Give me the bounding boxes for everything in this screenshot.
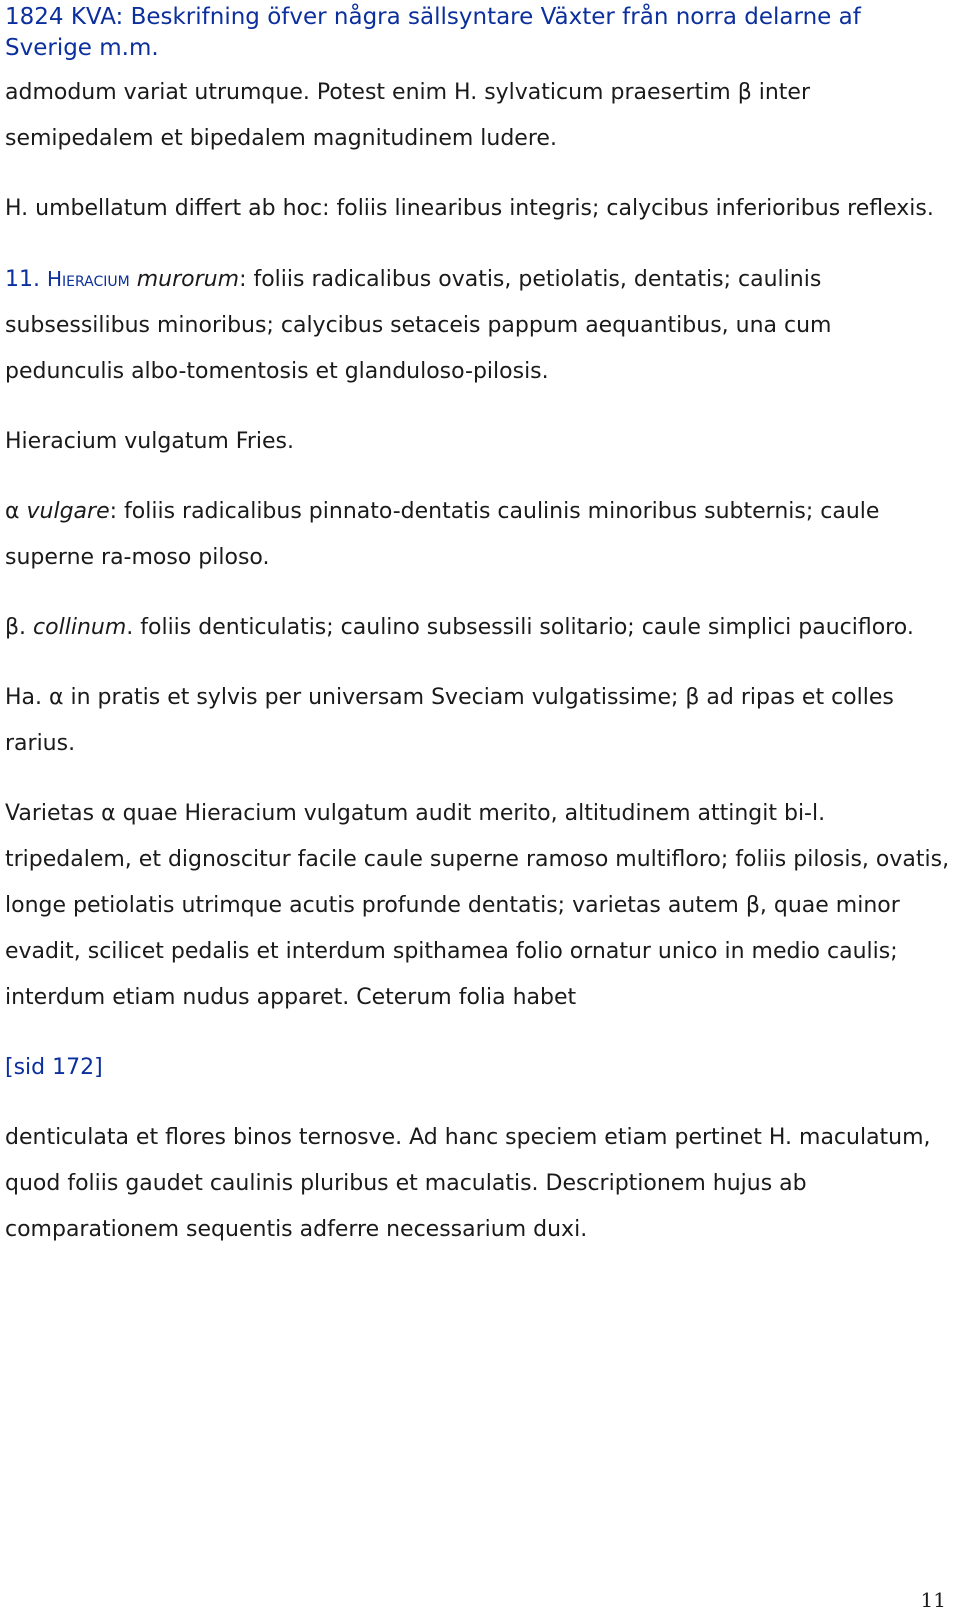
variety-text: . foliis denticulatis; caulino subsessili solitario; caule simplici paucifloro. bbox=[126, 615, 914, 640]
variety-name: vulgare bbox=[26, 499, 110, 524]
species-epithet: murorum bbox=[136, 267, 240, 292]
variety-symbol: α bbox=[5, 499, 20, 524]
genus-name: Hieracium bbox=[47, 267, 130, 291]
description-text: : foliis radicalibus ovatis, petiolatis, dentatis; caulinis subsessilibus minoribus; calycibus setaceis pappum aequantibus, una cum pedunculis albo-tomentosis et glanduloso-pilosis. bbox=[5, 267, 832, 384]
variety-symbol: β. bbox=[5, 615, 27, 640]
species-number: 11. bbox=[5, 267, 40, 292]
paragraph: denticulata et flores binos ternosve. Ad hanc speciem etiam pertinet H. maculatum, quod foliis gaudet caulinis pluribus et maculatis. Descriptionem hujus ab comparationem sequentis adferre necessarium duxi. bbox=[5, 1125, 931, 1242]
variety-beta bbox=[5, 605, 950, 651]
variety-alpha bbox=[5, 489, 950, 581]
habitat: Ha. α in pratis et sylvis per universam Sveciam vulgatissime; β ad ripas et colles rarius. bbox=[5, 685, 894, 756]
page-number: 11 bbox=[920, 1588, 946, 1612]
paragraph: admodum variat utrumque. Potest enim H. sylvaticum praesertim β inter semipedalem et bipedalem magnitudinem ludere. bbox=[5, 80, 811, 151]
paragraph: H. umbellatum differt ab hoc: foliis linearibus integris; calycibus inferioribus reflexis. bbox=[5, 196, 934, 221]
synonym: Hieracium vulgatum Fries. bbox=[5, 429, 295, 454]
variety-text: : foliis radicalibus pinnato-dentatis caulinis minoribus subternis; caule superne ra-moso piloso. bbox=[5, 499, 880, 570]
species-description bbox=[5, 256, 950, 395]
paragraph: Varietas α quae Hieracium vulgatum audit merito, altitudinem attingit bi-l. tripedalem, et dignoscitur facile caule superne ramoso multifloro; foliis pilosis, ovatis, longe petiolatis utrimque acutis profunde dentatis; varietas autem β, quae minor evadit, scilicet pedalis et interdum spithamea folio ornatur unico in medio caulis; interdum etiam nudus apparet. Ceterum folia habet bbox=[5, 801, 950, 1010]
page-marker: [sid 172] bbox=[5, 1055, 103, 1080]
variety-name: collinum bbox=[33, 615, 127, 640]
page-title: 1824 KVA: Beskrifning öfver några sällsyntare Växter från norra delarne af Sverige m.m. bbox=[5, 4, 861, 61]
document-body bbox=[5, 70, 950, 1277]
